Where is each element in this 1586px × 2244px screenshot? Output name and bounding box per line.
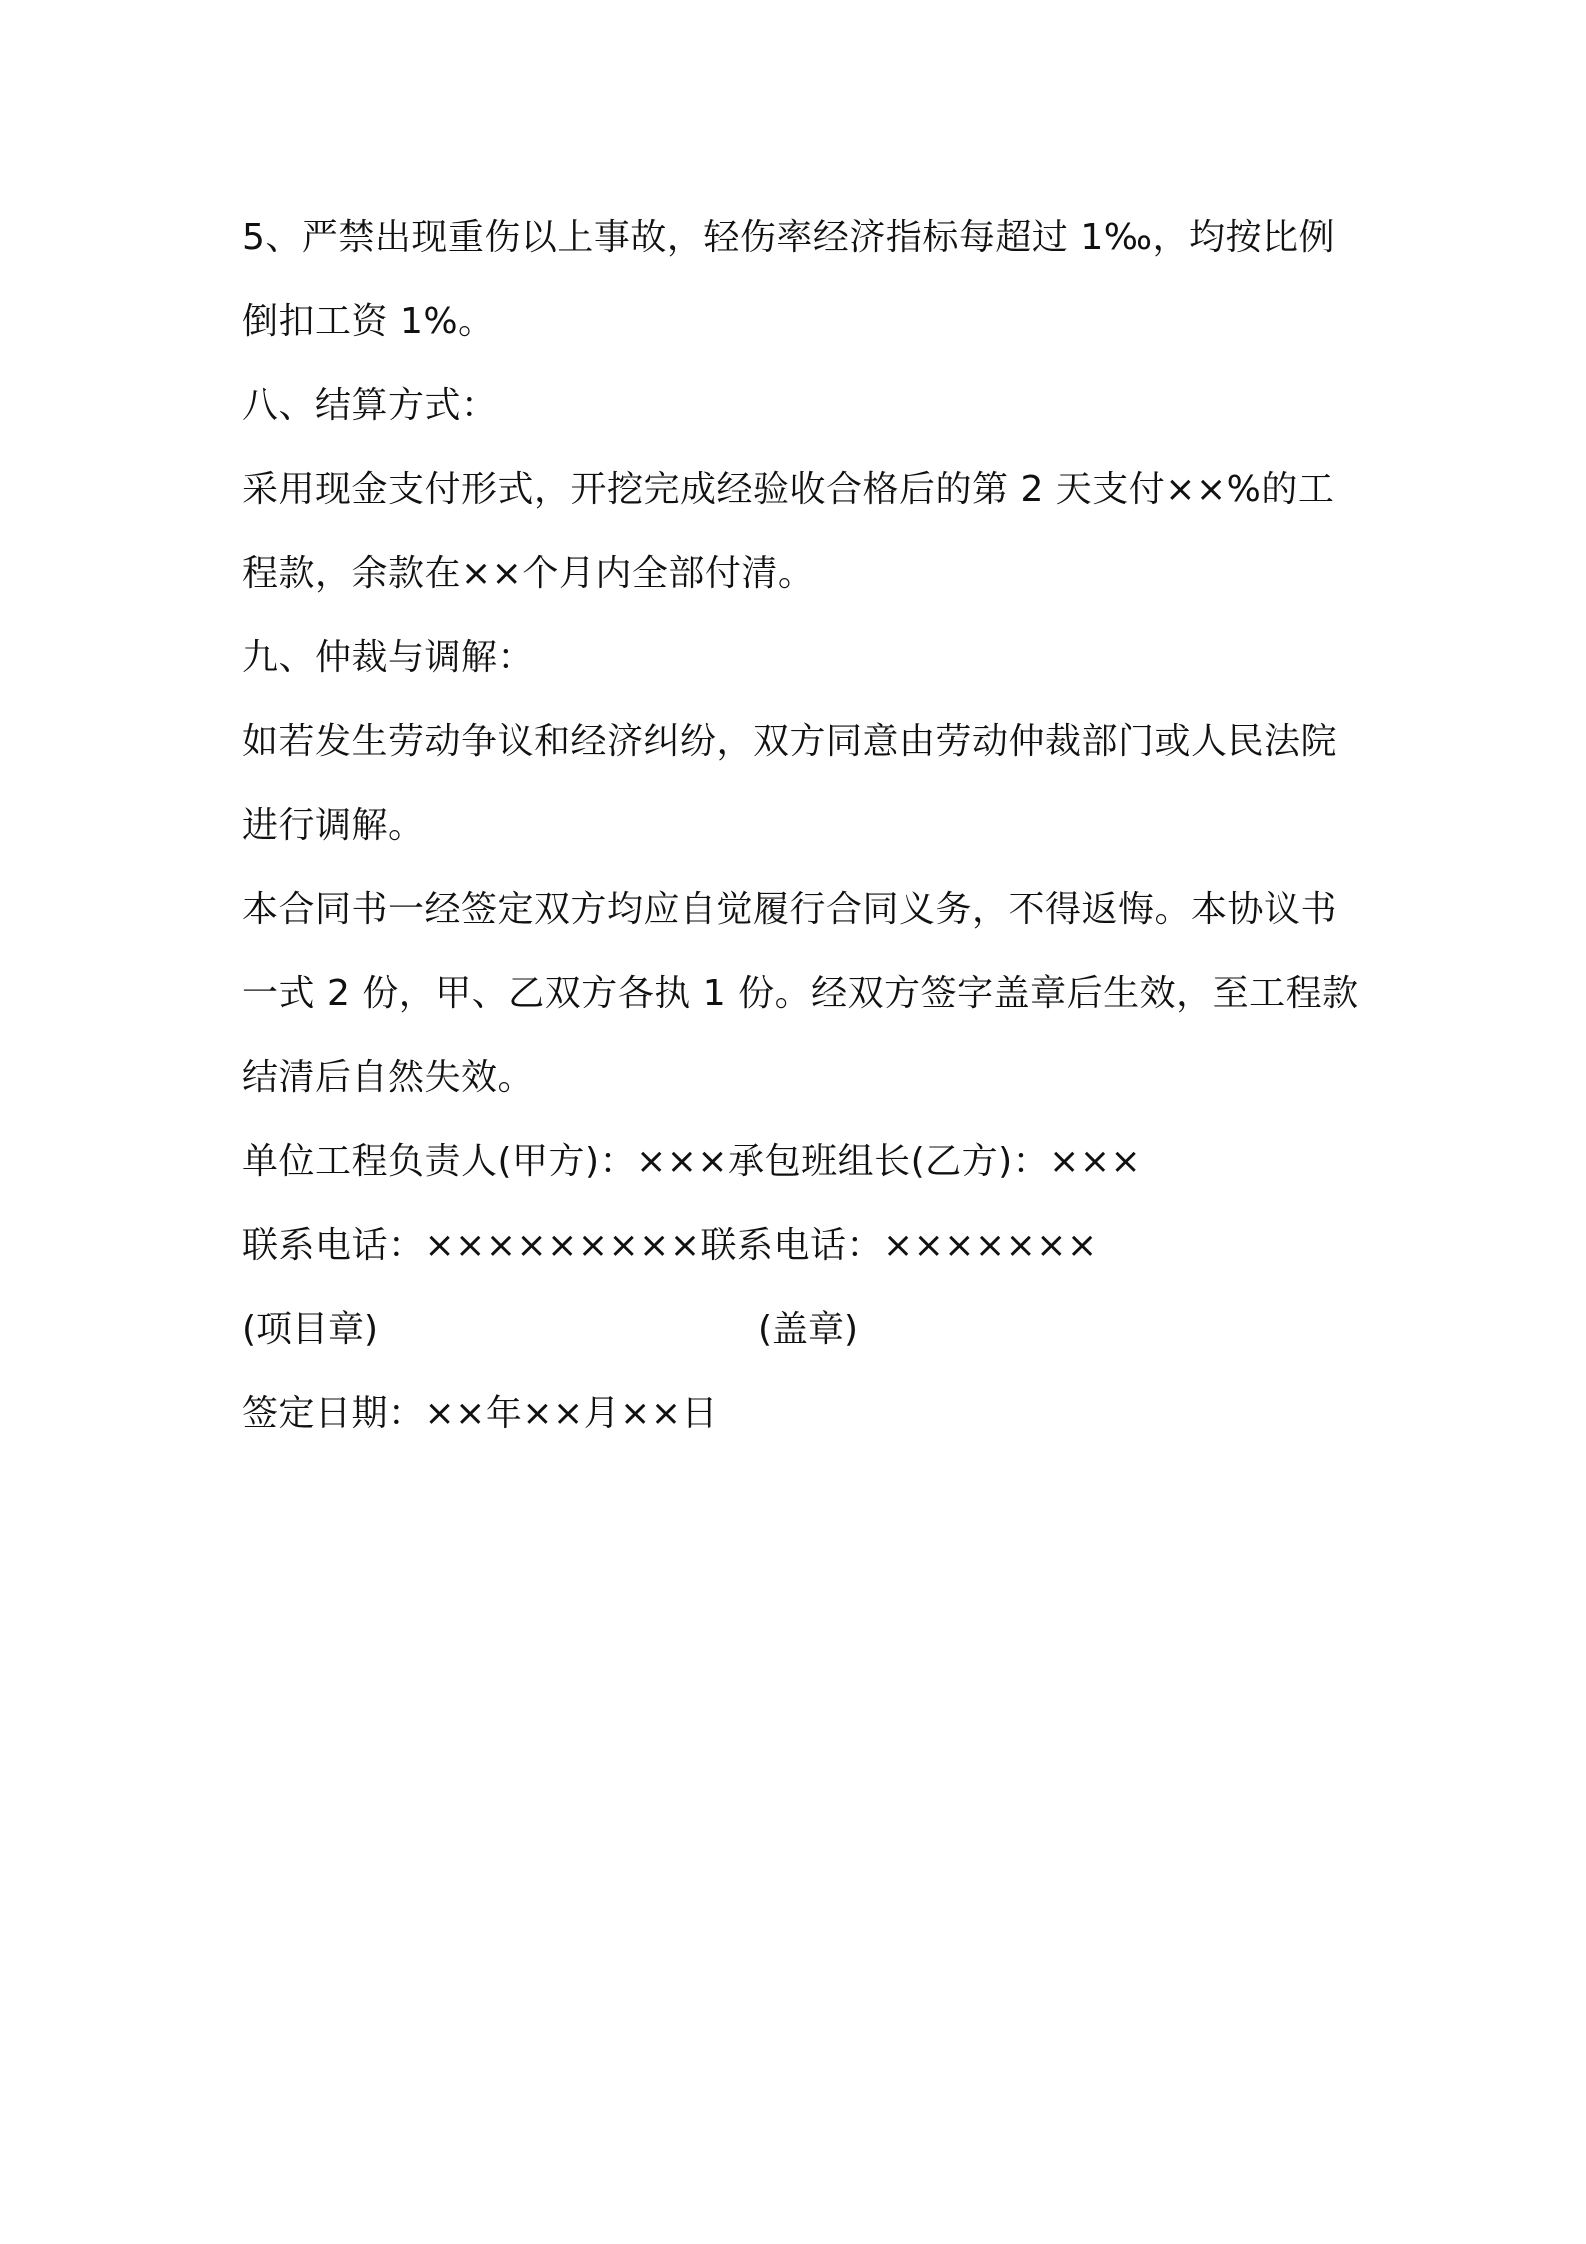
section-8-heading: 八、结算方式： — [242, 385, 498, 426]
document-body — [242, 196, 1362, 1456]
signing-date-line: 签定日期：××年××月××日 — [242, 1393, 718, 1434]
closing-line-3: 结清后自然失效。 — [242, 1057, 535, 1098]
project-stamp-label: (项目章) — [242, 1309, 379, 1350]
clause-5-line-1: 5、严禁出现重伤以上事故，轻伤率经济指标每超过 1‰，均按比例 — [242, 217, 1336, 258]
contact-phones-line: 联系电话：×××××××××联系电话：××××××× — [242, 1225, 1098, 1266]
clause-5-line-2: 倒扣工资 1%。 — [242, 301, 495, 342]
settlement-line-2: 程款，余款在××个月内全部付清。 — [242, 553, 815, 594]
settlement-line-1: 采用现金支付形式，开挖完成经验收合格后的第 2 天支付××%的工 — [242, 469, 1335, 510]
closing-line-1: 本合同书一经签定双方均应自觉履行合同义务，不得返悔。本协议书 — [242, 889, 1338, 930]
section-9-heading: 九、仲裁与调解： — [242, 637, 535, 678]
responsible-persons-line: 单位工程负责人(甲方)：×××承包班组长(乙方)：××× — [242, 1141, 1142, 1182]
arbitration-line-2: 进行调解。 — [242, 805, 425, 846]
arbitration-line-1: 如若发生劳动争议和经济纠纷，双方同意由劳动仲裁部门或人民法院 — [242, 721, 1338, 762]
stamp-row — [242, 1288, 1362, 1372]
closing-line-2: 一式 2 份，甲、乙双方各执 1 份。经双方签字盖章后生效，至工程款 — [242, 973, 1359, 1014]
seal-stamp-label: (盖章) — [758, 1309, 859, 1350]
